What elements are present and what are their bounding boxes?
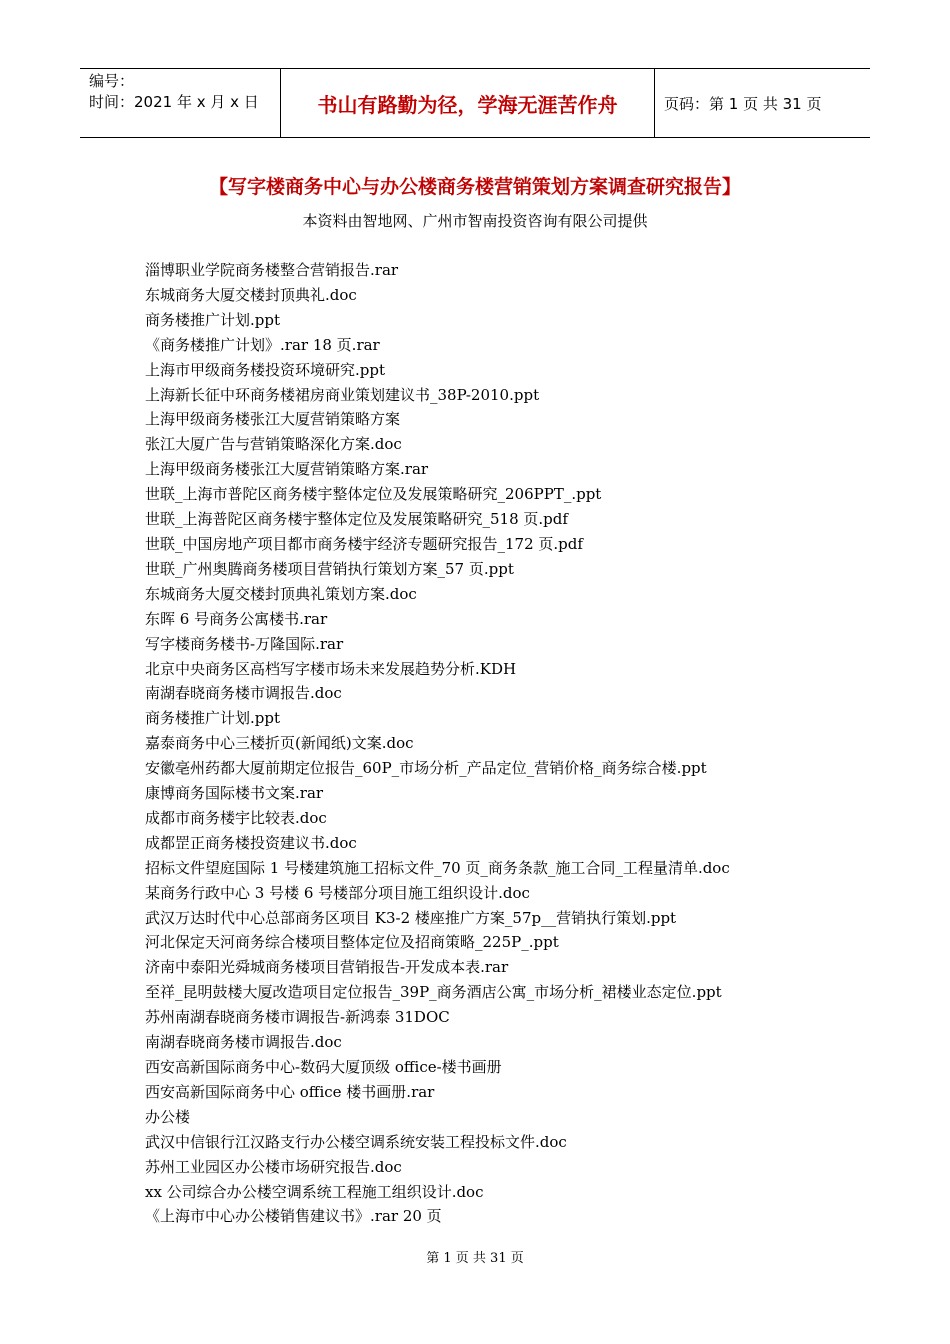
- file-list: [145, 258, 730, 1229]
- list-item: 商务楼推广计划.ppt: [145, 310, 281, 329]
- list-item: 《上海市中心办公楼销售建议书》.rar 20 页: [145, 1207, 442, 1226]
- list-item: 上海甲级商务楼张江大厦营销策略方案.rar: [145, 460, 429, 479]
- document-time: 时间：2021 年 x 月 x 日: [89, 93, 259, 111]
- document-title: 【写字楼商务中心与办公楼商务楼营销策划方案调查研究报告】: [208, 176, 741, 198]
- list-item: 办公楼: [145, 1107, 191, 1126]
- header-meta: [80, 69, 281, 137]
- header-motto: 书山有路勤为径，学海无涯苦作舟: [281, 69, 655, 137]
- list-item: 至祥_昆明鼓楼大厦改造项目定位报告_39P_商务酒店公寓_市场分析_裙楼业态定位.ppt: [145, 983, 722, 1002]
- list-item: 东城商务大厦交楼封顶典礼.doc: [145, 285, 357, 304]
- list-item: 世联_广州奥腾商务楼项目营销执行策划方案_57 页.ppt: [145, 559, 514, 578]
- list-item: 写字楼商务楼书-万隆国际.rar: [145, 634, 344, 653]
- list-item: 某商务行政中心 3 号楼 6 号楼部分项目施工组织设计.doc: [145, 883, 530, 902]
- list-item: 河北保定天河商务综合楼项目整体定位及招商策略_225P_.ppt: [145, 933, 559, 952]
- list-item: 世联_上海市普陀区商务楼宇整体定位及发展策略研究_206PPT_.ppt: [145, 485, 602, 504]
- list-item: 招标文件望庭国际 1 号楼建筑施工招标文件_70 页_商务条款_施工合同_工程量清单.doc: [145, 858, 730, 877]
- list-item: 南湖春晓商务楼市调报告.doc: [145, 1033, 342, 1052]
- list-item: 东城商务大厦交楼封顶典礼策划方案.doc: [145, 584, 417, 603]
- list-item: 安徽亳州药都大厦前期定位报告_60P_市场分析_产品定位_营销价格_商务综合楼.ppt: [145, 759, 707, 778]
- list-item: 苏州工业园区办公楼市场研究报告.doc: [145, 1157, 402, 1176]
- list-item: 西安高新国际商务中心-数码大厦顶级 office-楼书画册: [145, 1058, 502, 1076]
- list-item: 世联_上海普陀区商务楼宇整体定位及发展策略研究_518 页.pdf: [145, 510, 568, 529]
- list-item: 南湖春晓商务楼市调报告.doc: [145, 684, 342, 703]
- list-item: 上海甲级商务楼张江大厦营销策略方案: [145, 410, 401, 429]
- list-item: xx 公司综合办公楼空调系统工程施工组织设计.doc: [145, 1182, 484, 1201]
- list-item: 上海新长征中环商务楼裙房商业策划建议书_38P-2010.ppt: [145, 385, 540, 404]
- list-item: 苏州南湖春晓商务楼市调报告-新鸿泰 31DOC: [145, 1008, 450, 1027]
- page-header: [80, 68, 870, 138]
- list-item: 武汉中信银行江汉路支行办公楼空调系统安装工程投标文件.doc: [145, 1132, 567, 1151]
- header-page-number: 页码：第 1 页 共 31 页: [664, 94, 822, 113]
- list-item: 济南中泰阳光舜城商务楼项目营销报告-开发成本表.rar: [145, 958, 509, 977]
- list-item: 东晖 6 号商务公寓楼书.rar: [145, 609, 328, 628]
- list-item: 嘉泰商务中心三楼折页(新闻纸)文案.doc: [145, 734, 414, 753]
- list-item: 康博商务国际楼书文案.rar: [145, 784, 324, 803]
- list-item: 商务楼推广计划.ppt: [145, 709, 281, 728]
- list-item: 北京中央商务区高档写字楼市场未来发展趋势分析.KDH: [145, 659, 517, 678]
- list-item: 张江大厦广告与营销策略深化方案.doc: [145, 435, 402, 454]
- list-item: 成都罡正商务楼投资建议书.doc: [145, 833, 357, 852]
- page-footer: 第 1 页 共 31 页: [426, 1251, 524, 1266]
- list-item: 淄博职业学院商务楼整合营销报告.rar: [145, 261, 399, 279]
- document-number: 编号：: [89, 72, 135, 90]
- list-item: 西安高新国际商务中心 office 楼书画册.rar: [145, 1082, 435, 1101]
- list-item: 《商务楼推广计划》.rar 18 页.rar: [145, 335, 380, 354]
- list-item: 武汉万达时代中心总部商务区项目 K3-2 楼座推广方案_57p__营销执行策划.ppt: [145, 908, 677, 927]
- list-item: 世联_中国房地产项目都市商务楼宇经济专题研究报告_172 页.pdf: [145, 534, 583, 553]
- list-item: 成都市商务楼宇比较表.doc: [145, 808, 327, 827]
- document-subtitle: 本资料由智地网、广州市智南投资咨询有限公司提供: [302, 212, 648, 230]
- list-item: 上海市甲级商务楼投资环境研究.ppt: [145, 360, 386, 379]
